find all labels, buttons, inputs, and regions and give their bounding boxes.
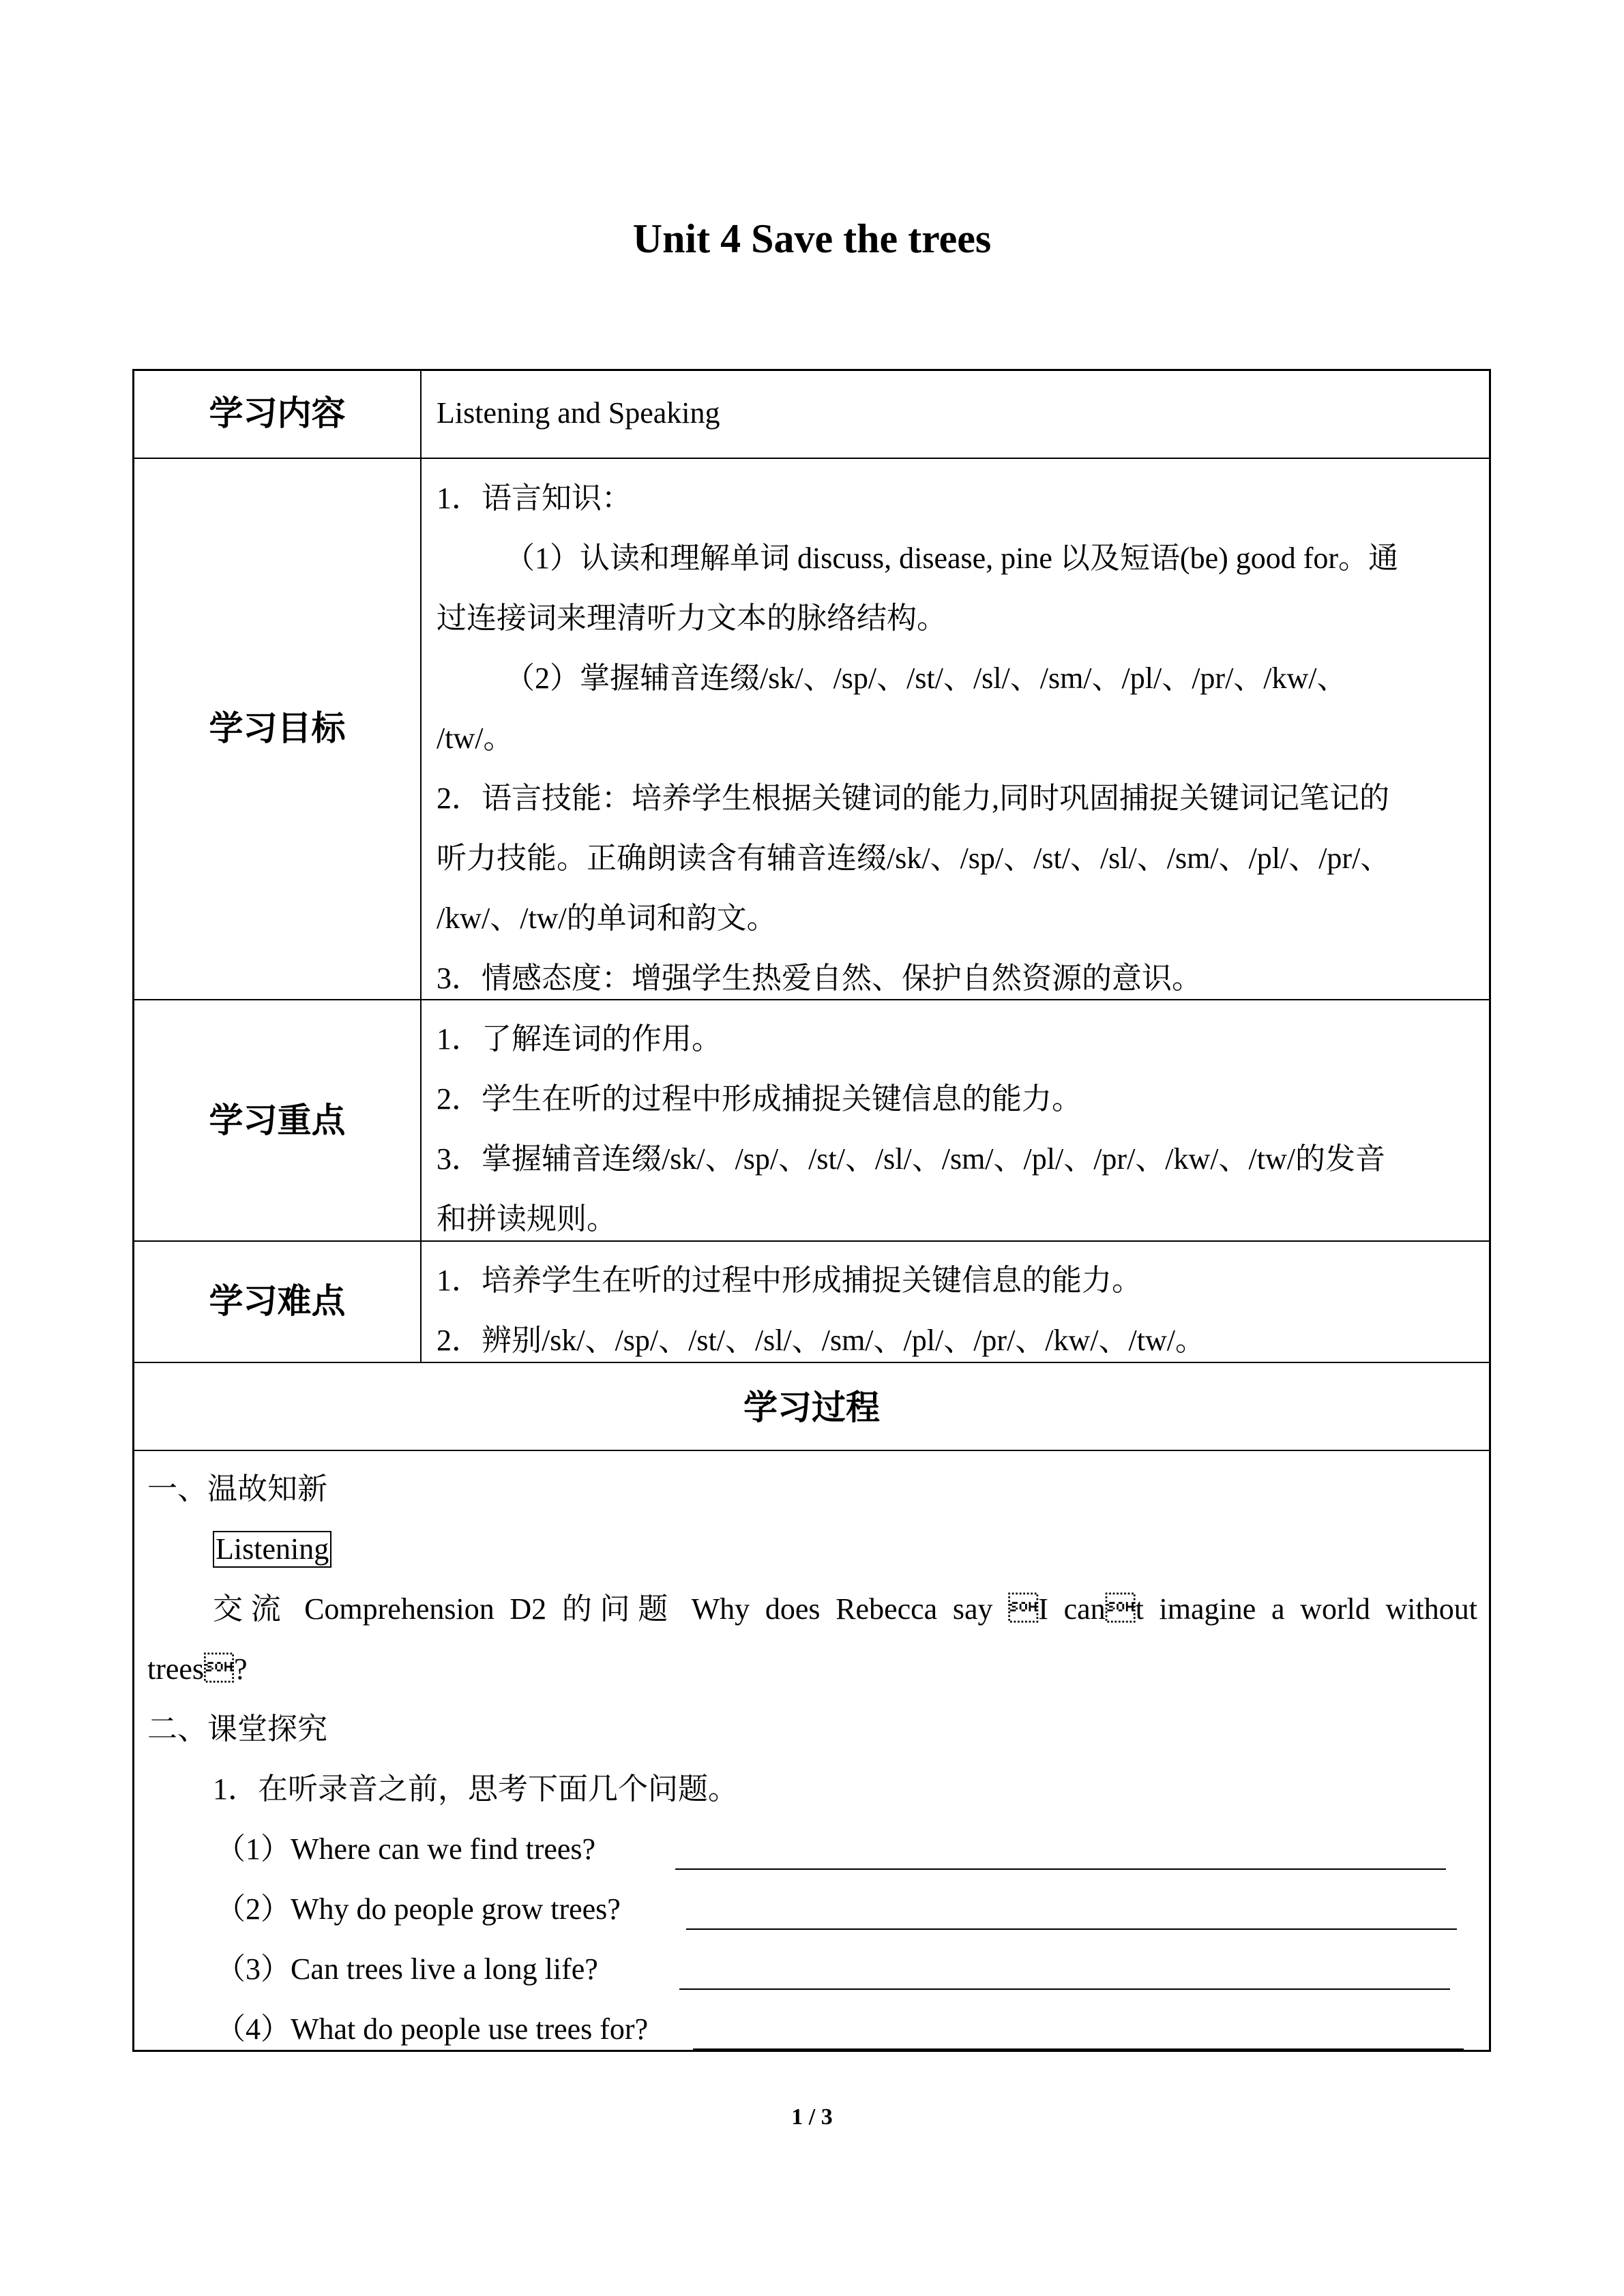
step-instruction: 1．在听录音之前，思考下面几个问题。 <box>213 1772 738 1806</box>
answer-blank[interactable] <box>675 1868 1446 1870</box>
answer-blank[interactable] <box>679 1988 1450 1990</box>
key-points-label: 学习重点 <box>209 1101 346 1140</box>
question-item: （4）What do people use trees for? <box>147 1999 1477 2059</box>
goals-line: 1．语言知识： <box>437 481 632 515</box>
page-title: Unit 4 Save the trees <box>632 216 992 261</box>
difficulty-line: 1．培养学生在听的过程中形成捕捉关键信息的能力。 <box>437 1264 1142 1297</box>
content-value: Listening and Speaking <box>437 396 720 430</box>
goals-content <box>437 468 1477 1009</box>
difficulties-content <box>437 1251 1477 1371</box>
goals-line: 2．语言技能：培养学生根据关键词的能力,同时巩固捕捉关键词记笔记的 <box>437 781 1389 815</box>
question-item: （3）Can trees live a long life? <box>147 1939 1477 1999</box>
key-point-line: 和拼读规则。 <box>437 1202 617 1236</box>
column-divider <box>420 369 422 1362</box>
goals-line: （1）认读和理解单词 discuss, disease, pine 以及短语(be) good for。通 <box>505 541 1399 575</box>
goals-line: 过连接词来理清听力文本的脉络结构。 <box>437 601 947 635</box>
page-number: 1 / 3 <box>791 2104 833 2130</box>
goals-line: 听力技能。正确朗读含有辅音连缀/sk/、/sp/、/st/、/sl/、/sm/、/pl/、/pr/、 <box>437 841 1391 875</box>
goals-label: 学习目标 <box>209 709 346 748</box>
answer-blank[interactable] <box>693 2048 1464 2050</box>
content-label: 学习内容 <box>209 393 346 433</box>
process-title: 学习过程 <box>743 1388 880 1427</box>
row-divider <box>132 458 1491 459</box>
question-item: （1）Where can we find trees? <box>147 1819 1477 1879</box>
difficulty-line: 2．辨别/sk/、/sp/、/st/、/sl/、/sm/、/pl/、/pr/、/kw/、/tw/。 <box>437 1324 1205 1357</box>
difficulties-label: 学习难点 <box>209 1281 346 1321</box>
listening-tag: Listening <box>213 1531 331 1568</box>
process-content <box>147 1459 1477 2059</box>
goals-line: /tw/。 <box>437 721 514 755</box>
key-point-line: 1．了解连词的作用。 <box>437 1022 722 1056</box>
goals-line: （2）掌握辅音连缀/sk/、/sp/、/st/、/sl/、/sm/、/pl/、/pr/、/kw/、 <box>505 661 1347 695</box>
exchange-text: 交流 Comprehension D2 的问题 Why does Rebecca say I cant imagine a world without <box>213 1592 1477 1626</box>
section-heading: 一、温故知新 <box>147 1472 327 1506</box>
key-points-content <box>437 1009 1477 1249</box>
key-point-line: 2．学生在听的过程中形成捕捉关键信息的能力。 <box>437 1082 1082 1116</box>
goals-line: /kw/、/tw/的单词和韵文。 <box>437 901 777 935</box>
key-point-line: 3．掌握辅音连缀/sk/、/sp/、/st/、/sl/、/sm/、/pl/、/pr/、/kw/、/tw/的发音 <box>437 1142 1385 1176</box>
answer-blank[interactable] <box>686 1928 1457 1930</box>
section-heading: 二、课堂探究 <box>147 1712 327 1746</box>
question-item: （2）Why do people grow trees? <box>147 1879 1477 1939</box>
exchange-text-cont: trees? <box>147 1652 248 1686</box>
goals-line: 3．情感态度：增强学生热爱自然、保护自然资源的意识。 <box>437 961 1202 995</box>
